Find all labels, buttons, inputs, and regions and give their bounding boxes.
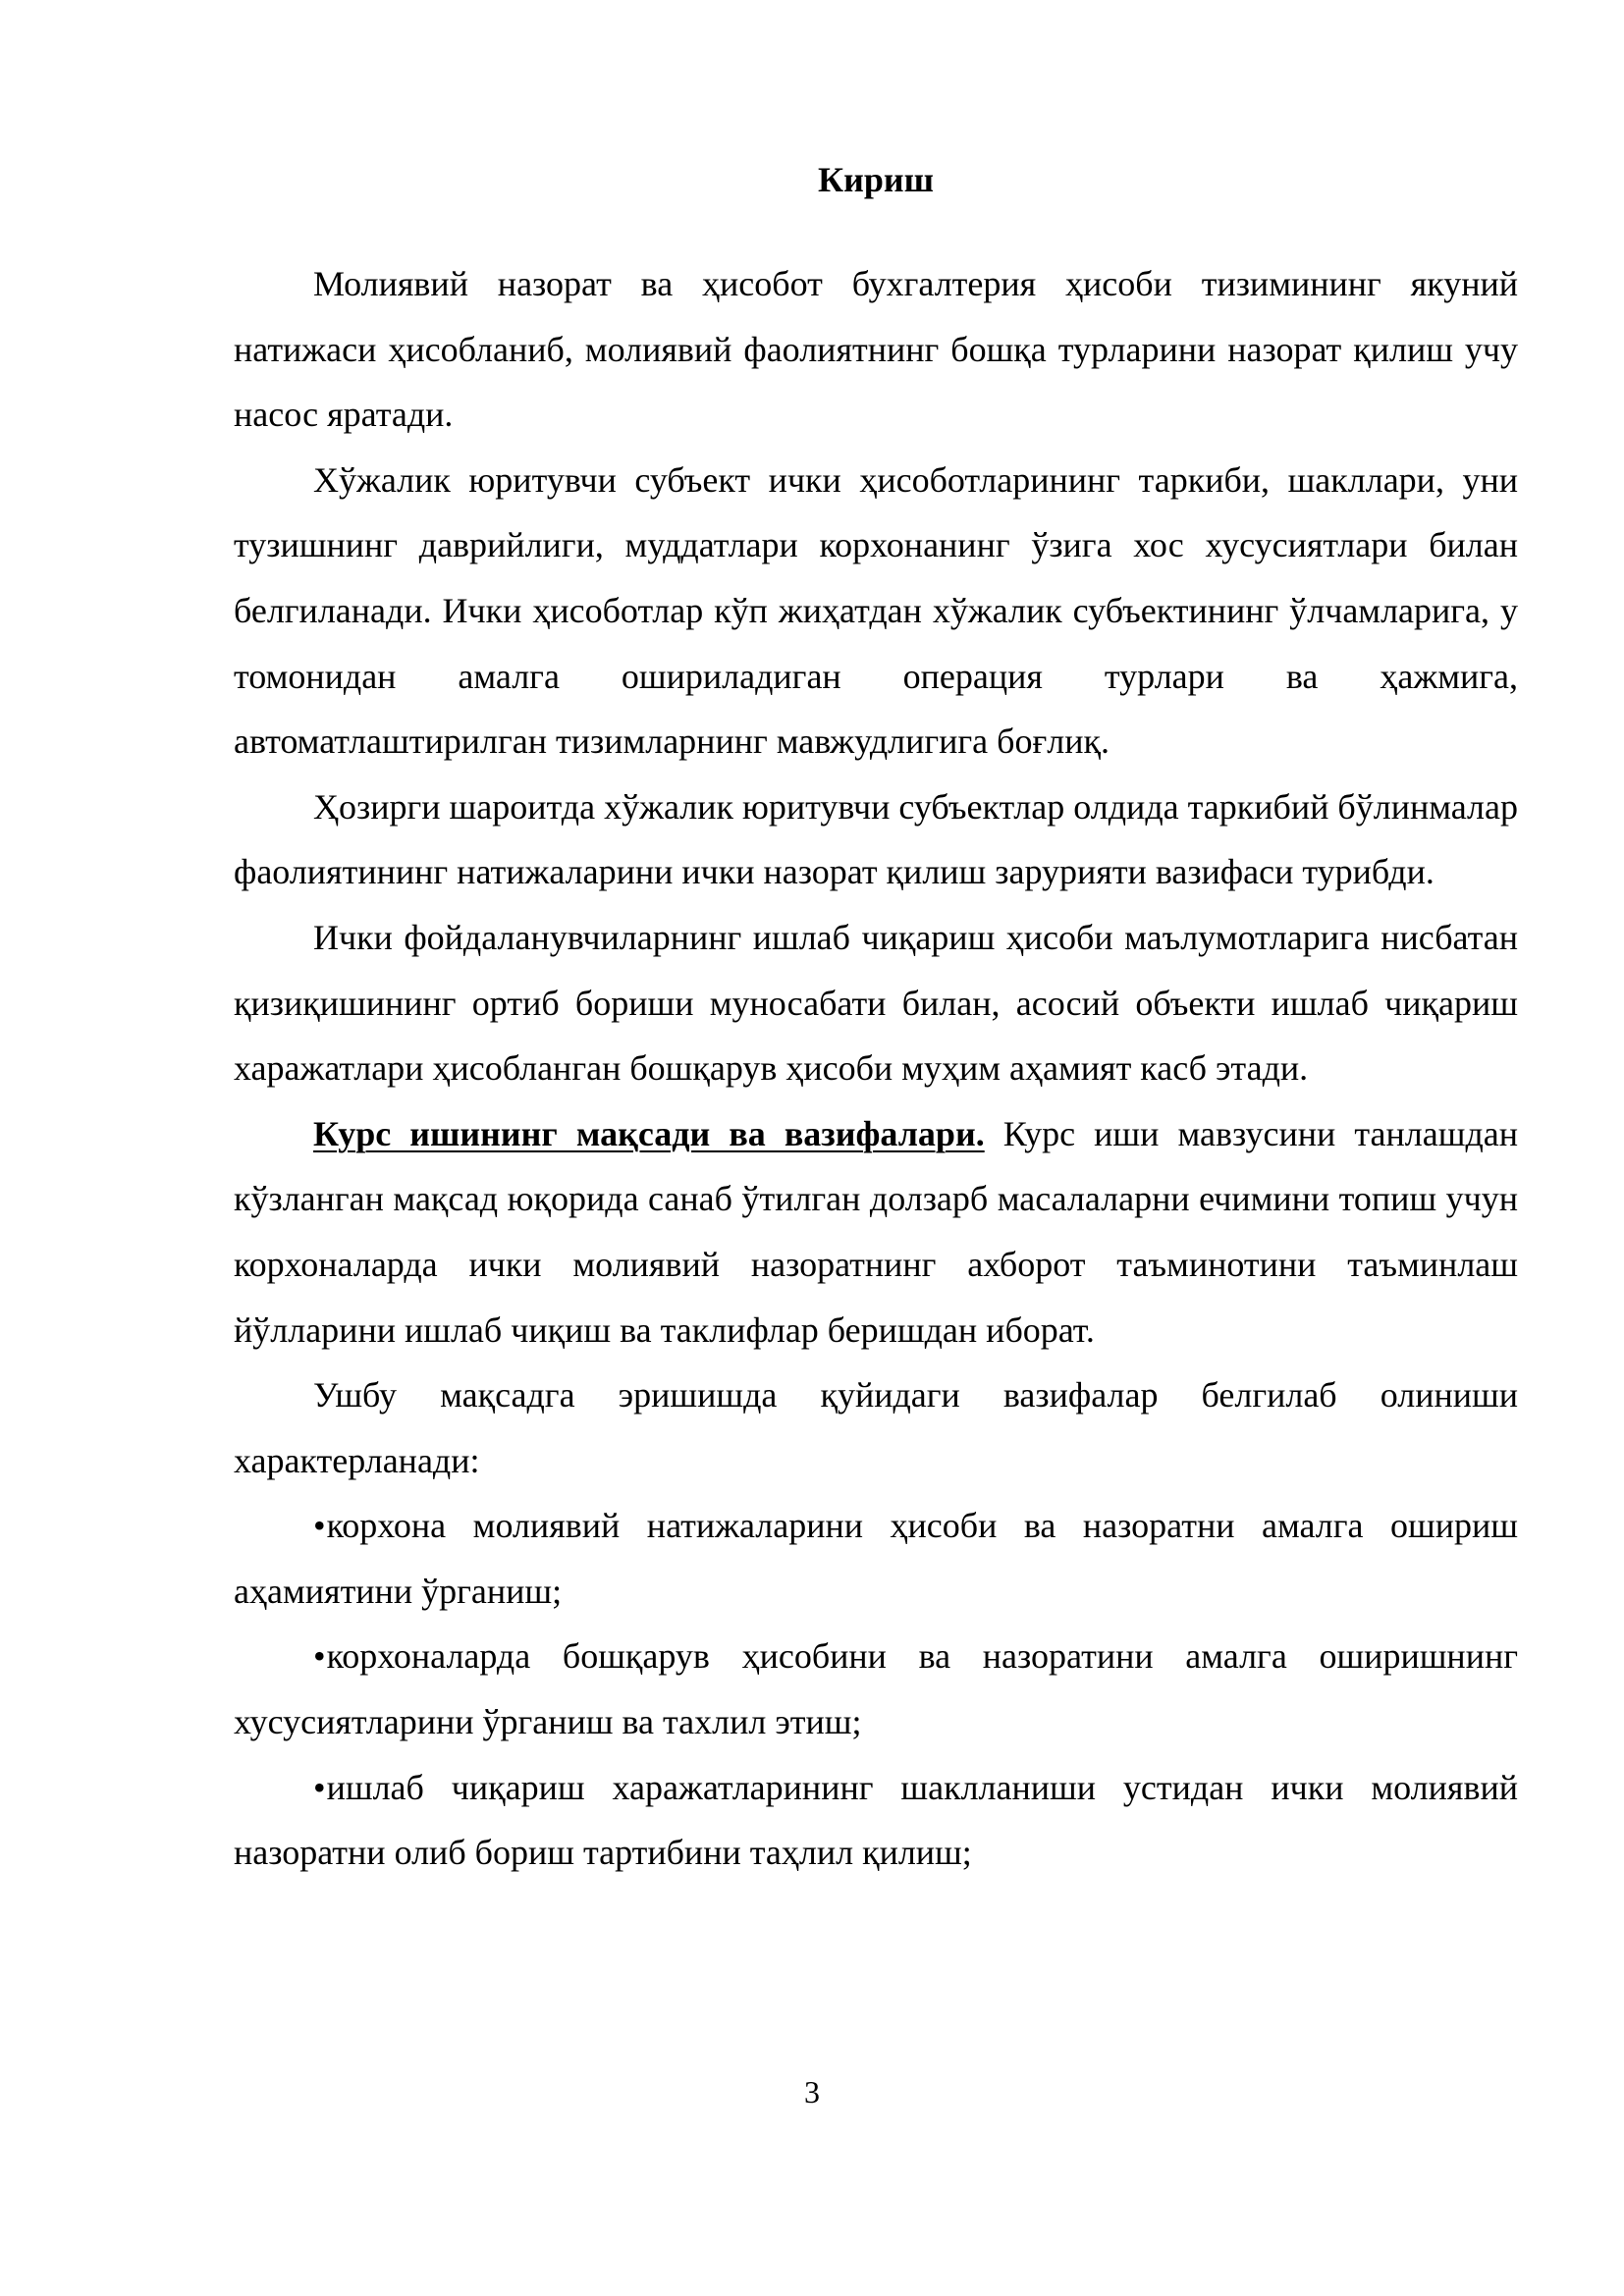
goal-text: Курс иши мавзусини танлашдан кўзланган мақсад юқорида санаб ўтилган долзарб масалаларни ечимини топиш учун корхоналарда ички молиявий назоратнинг ахборот таъминотини таъминлаш йўлларини ишлаб чиқиш ва таклифлар беришдан иборат. bbox=[234, 1113, 1518, 1350]
bullet-icon: • bbox=[313, 1506, 326, 1546]
paragraph-tasks-intro: Ушбу мақсадга эришишда қуйидаги вазифалар белгилаб олиниши характерланади: bbox=[234, 1375, 1518, 1480]
task-item-text: ишлаб чиқариш харажатларининг шаклланиши устидан ички молиявий назоратни олиб бориш тартибини таҳлил қилиш; bbox=[234, 1767, 1518, 1873]
goal-heading: Курс ишининг мақсади ва вазифалари. bbox=[313, 1113, 985, 1153]
paragraph-goal bbox=[234, 1101, 1518, 1362]
page-content bbox=[234, 155, 1518, 1886]
bullet-icon: • bbox=[313, 1636, 326, 1677]
task-item-text: корхоналарда бошқарув ҳисобини ва назоратини амалга оширишнинг хусусиятларини ўрганиш ва тахлил этиш; bbox=[234, 1636, 1518, 1742]
task-item bbox=[234, 1755, 1518, 1886]
paragraph-internal-reports: Хўжалик юритувчи субъект ички ҳисоботларининг таркиби, шакллари, уни тузишнинг даврийлиги, муддатлари корхонанинг ўзига хос хусусиятлари билан белгиланади. Ички ҳисоботлар кўп жиҳатдан хўжалик субъектининг ўлчамларига, у томонидан амалга ошириладиган операция турлари ва ҳажмига, автоматлаштирилган тизимларнинг мавжудлигига боғлиқ. bbox=[234, 459, 1518, 762]
paragraph-financial-control: Молиявий назорат ва ҳисобот бухгалтерия ҳисоби тизимининг якуний натижаси ҳисобланиб, молиявий фаолиятнинг бошқа турларини назорат қилиш учу насос яратади. bbox=[234, 264, 1518, 435]
task-item-text: корхона молиявий натижаларини ҳисоби ва назоратни амалга ошириш аҳамиятини ўрганиш; bbox=[234, 1506, 1518, 1611]
task-item bbox=[234, 1624, 1518, 1754]
paragraph-current-conditions: Ҳозирги шароитда хўжалик юритувчи субъектлар олдида таркибий бўлинмалар фаолиятининг натижаларини ички назорат қилиш зарурияти вазифаси турибди. bbox=[234, 786, 1518, 892]
paragraph-internal-users: Ички фойдаланувчиларнинг ишлаб чиқариш ҳисоби маълумотларига нисбатан қизиқишининг ортиб бориши муносабати билан, асосий объекти ишлаб чиқариш харажатлари ҳисобланган бошқарув ҳисоби муҳим аҳамият касб этади. bbox=[234, 917, 1518, 1089]
document-title: Кириш bbox=[817, 160, 934, 199]
page-number: 3 bbox=[804, 2074, 820, 2109]
bullet-icon: • bbox=[313, 1767, 326, 1807]
task-item bbox=[234, 1493, 1518, 1624]
